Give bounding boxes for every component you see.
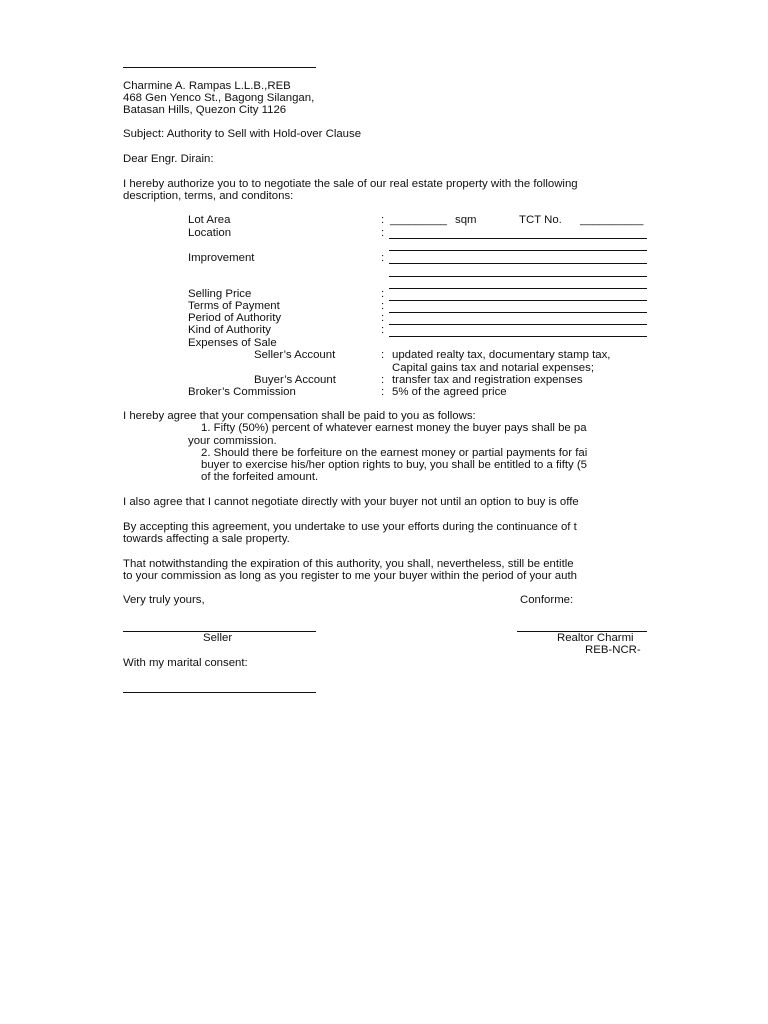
buyer-account-value: transfer tax and registration expenses	[392, 374, 583, 386]
kind-colon: :	[381, 324, 385, 336]
conforme-label: Conforme:	[520, 594, 574, 606]
terms-colon: :	[381, 300, 385, 312]
location-label: Location	[188, 227, 232, 239]
improvement-line-1	[389, 263, 647, 264]
location-line-2	[389, 250, 647, 251]
commission-value: 5% of the agreed price	[392, 386, 507, 398]
tct-label: TCT No.	[519, 214, 562, 226]
lot-area-unit: sqm	[455, 214, 477, 226]
selling-price-line-1	[389, 288, 647, 289]
very-truly-yours: Very truly yours,	[123, 594, 205, 606]
expenses-label: Expenses of Sale	[188, 337, 277, 349]
seller-account-colon: :	[381, 349, 385, 361]
lot-area-label: Lot Area	[188, 214, 231, 226]
seller-account-value-1: updated realty tax, documentary stamp tax,	[392, 349, 611, 361]
selling-price-line-2	[389, 300, 647, 301]
compensation-intro: I hereby agree that your compensation shall be paid to you as follows:	[123, 410, 476, 422]
period-line	[389, 324, 647, 325]
lot-area-blank: _________	[390, 214, 448, 226]
improvement-line-2	[389, 276, 647, 277]
seller-account-label: Seller’s Account	[254, 349, 336, 361]
seller-account-value-2: Capital gains tax and notarial expenses;	[392, 362, 594, 374]
intro-line2: description, terms, and conditons:	[123, 190, 294, 202]
compensation-item1-line1: 1. Fifty (50%) percent of whatever earnest money the buyer pays shall be pa	[201, 422, 587, 434]
marital-consent-label: With my marital consent:	[123, 657, 248, 669]
period-colon: :	[381, 312, 385, 324]
intro-line1: I hereby authorize you to to negotiate the sale of our real estate property with the following	[123, 178, 578, 190]
expiration-paragraph-line2: to your commission as long as you register to me your buyer within the period of your auth	[123, 570, 577, 582]
terms-label: Terms of Payment	[188, 300, 280, 312]
subject-line: Subject: Authority to Sell with Hold-over Clause	[123, 128, 362, 140]
commission-colon: :	[381, 386, 385, 398]
realtor-caption: Realtor Charmi	[557, 632, 634, 644]
reb-caption: REB-NCR-	[585, 644, 641, 656]
compensation-item1-line2: your commission.	[188, 435, 277, 447]
marital-consent-signature-line	[123, 692, 316, 693]
buyer-account-label: Buyer’s Account	[254, 374, 336, 386]
seller-caption: Seller	[203, 632, 233, 644]
compensation-item2-line1: 2. Should there be forfeiture on the earnest money or partial payments for fai	[201, 447, 588, 459]
salutation: Dear Engr. Dirain:	[123, 153, 214, 165]
selling-price-colon: :	[381, 288, 385, 300]
negotiate-paragraph: I also agree that I cannot negotiate directly with your buyer not until an option to buy is offe	[123, 496, 579, 508]
kind-line	[389, 336, 647, 337]
sender-address-line1: 468 Gen Yenco St., Bagong Silangan,	[123, 92, 315, 104]
accepting-paragraph-line1: By accepting this agreement, you undertake to use your efforts during the continuance of t	[123, 521, 577, 533]
improvement-colon: :	[381, 252, 385, 264]
selling-price-label: Selling Price	[188, 288, 252, 300]
compensation-item2-line3: of the forfeited amount.	[201, 471, 319, 483]
compensation-item2-line2: buyer to exercise his/her option rights to buy, you shall be entitled to a fifty (5	[201, 459, 588, 471]
sender-address-line2: Batasan Hills, Quezon City 1126	[123, 104, 287, 116]
location-colon: :	[381, 227, 385, 239]
tct-blank: __________	[580, 214, 644, 226]
expiration-paragraph-line1: That notwithstanding the expiration of this authority, you shall, nevertheless, still be entitle	[123, 558, 574, 570]
lot-area-colon: :	[381, 214, 385, 226]
terms-line	[389, 312, 647, 313]
buyer-account-colon: :	[381, 374, 385, 386]
commission-label: Broker’s Commission	[188, 386, 296, 398]
location-line-1	[389, 238, 647, 239]
period-label: Period of Authority	[188, 312, 282, 324]
sender-name: Charmine A. Rampas L.L.B.,REB	[123, 80, 291, 92]
accepting-paragraph-line2: towards affecting a sale property.	[123, 533, 290, 545]
kind-label: Kind of Authority	[188, 324, 271, 336]
improvement-label: Improvement	[188, 252, 255, 264]
